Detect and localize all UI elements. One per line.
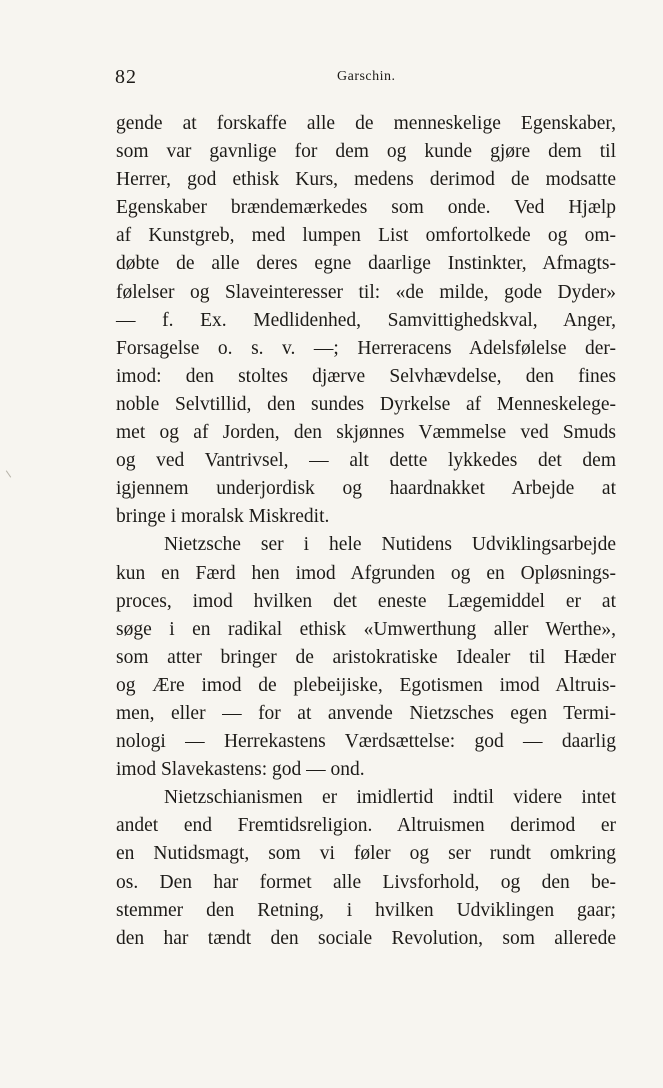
text-line: andet end Fremtidsreligion. Altruismen derimod er <box>116 815 616 837</box>
body-text <box>116 110 616 953</box>
text-line: døbte de alle deres egne daarlige Instinkter, Afmagts- <box>116 253 616 275</box>
page-number: 82 <box>115 66 137 88</box>
text-line: imod Slavekastens: god — ond. <box>116 759 365 781</box>
paper-speck <box>6 470 11 477</box>
text-line: gende at forskaffe alle de menneskelige Egenskaber, <box>116 113 616 134</box>
text-line: en Nutidsmagt, som vi føler og ser rundt omkring <box>116 843 616 865</box>
text-line: os. Den har formet alle Livsforhold, og den be- <box>116 871 616 893</box>
text-line: nologi — Herrekastens Værdsættelse: god — daarlig <box>116 731 616 753</box>
text-line: Herrer, god ethisk Kurs, medens derimod de modsatte <box>116 169 616 191</box>
text-line: met og af Jorden, den skjønnes Væmmelse ved Smuds <box>116 422 616 444</box>
text-line: følelser og Slaveinteresser til: «de milde, gode Dyder» <box>116 281 616 303</box>
text-line: men, eller — for at anvende Nietzsches egen Termi- <box>116 702 616 724</box>
text-line: som var gavnlige for dem og kunde gjøre dem til <box>116 141 616 163</box>
text-line: af Kunstgreb, med lumpen List omfortolkede og om- <box>116 225 616 247</box>
text-line: søge i en radikal ethisk «Umwerthung aller Werthe», <box>116 618 616 640</box>
text-line: og Ære imod de plebeijiske, Egotismen imod Altruis- <box>116 674 616 696</box>
page-header <box>115 66 615 96</box>
text-line: stemmer den Retning, i hvilken Udviklingen gaar; <box>116 899 616 921</box>
paragraph-start-line: Nietzsche ser i hele Nutidens Udviklingsarbejde <box>164 534 616 556</box>
text-line: Egenskaber brændemærkedes som onde. Ved Hjælp <box>116 197 616 219</box>
text-line: som atter bringer de aristokratiske Idealer til Hæder <box>116 646 616 668</box>
text-line: noble Selvtillid, den sundes Dyrkelse af Menneskelege- <box>116 393 616 415</box>
text-line: og ved Vantrivsel, — alt dette lykkedes det dem <box>116 450 616 472</box>
running-head: Garschin. <box>337 69 396 84</box>
text-line: — f. Ex. Medlidenhed, Samvittighedskval, Anger, <box>116 309 616 331</box>
text-line: igjennem underjordisk og haardnakket Arbejde at <box>116 478 616 500</box>
text-line: imod: den stoltes djærve Selvhævdelse, den fines <box>116 365 616 387</box>
text-line: Forsagelse o. s. v. —; Herreracens Adelsfølelse der- <box>116 337 616 359</box>
text-line: den har tændt den sociale Revolution, som allerede <box>116 927 616 949</box>
text-line: bringe i moralsk Miskredit. <box>116 506 330 528</box>
text-line: proces, imod hvilken det eneste Lægemiddel er at <box>116 590 616 612</box>
text-line: kun en Færd hen imod Afgrunden og en Opløsnings- <box>116 562 616 584</box>
paragraph-start-line: Nietzschianismen er imidlertid indtil videre intet <box>164 787 616 809</box>
